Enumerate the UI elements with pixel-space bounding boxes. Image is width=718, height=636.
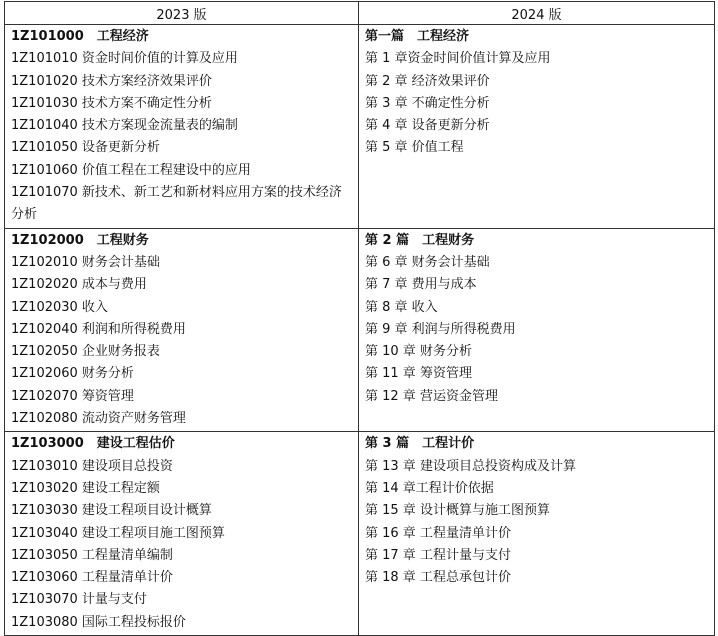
chapter-item: 第 18 章 工程总承包计价 [365,570,511,586]
cell-2024-section-1 [359,25,715,229]
chapter-item: 第 3 章 不确定性分析 [365,95,490,111]
chapter-item: 第 17 章 工程计量与支付 [365,547,511,563]
chapter-item: 1Z103030 建设工程项目设计概算 [11,503,212,519]
chapter-item: 1Z101030 技术方案不确定性分析 [11,95,212,111]
part-heading: 第 3 篇 工程计价 [365,436,475,452]
section-row-1 [5,25,715,229]
chapter-item: 第 1 章资金时间价值计算及应用 [365,51,551,67]
chapter-item: 第 4 章 设备更新分析 [365,118,490,134]
chapter-item: 1Z103020 建设工程定额 [11,480,160,496]
chapter-item: 第 8 章 收入 [365,299,438,315]
part-heading: 第一篇 工程经济 [365,29,470,44]
chapter-item: 第 13 章 建设项目总投资构成及计算 [365,458,576,474]
chapter-item: 1Z103010 建设项目总投资 [11,458,173,474]
cell-2023-section-3 [5,432,359,636]
chapter-item: 第 9 章 利润与所得税费用 [365,321,516,337]
cell-2023-section-2 [5,228,359,432]
chapter-item: 1Z102020 成本与费用 [11,277,147,293]
chapter-item: 第 7 章 费用与成本 [365,277,477,293]
part-heading: 1Z101000 工程经济 [11,29,149,44]
chapter-item: 1Z103080 国际工程投标报价 [11,614,186,630]
chapter-item: 第 12 章 营运资金管理 [365,388,498,404]
comparison-table [4,1,715,636]
chapter-item: 1Z102060 财务分析 [11,366,134,382]
chapter-item: 1Z101070 新技术、新工艺和新材料应用方案的技术经济分析 [11,185,342,223]
chapter-item: 1Z102040 利润和所得税费用 [11,321,186,337]
section-row-2 [5,228,715,432]
chapter-item: 1Z102080 流动资产财务管理 [11,411,186,427]
chapter-item: 第 16 章 工程量清单计价 [365,525,511,541]
cell-2024-section-3 [359,432,715,636]
chapter-item: 第 11 章 筹资管理 [365,366,472,382]
chapter-item: 1Z102030 收入 [11,299,108,315]
chapter-item: 1Z103040 建设工程项目施工图预算 [11,525,225,541]
part-heading: 第 2 篇 工程财务 [365,232,475,248]
chapter-item: 第 5 章 价值工程 [365,140,464,156]
chapter-item: 1Z101010 资金时间价值的计算及应用 [11,51,238,67]
header-2023: 2023 版 [5,2,359,25]
cell-2023-section-1 [5,25,359,229]
chapter-item: 第 10 章 财务分析 [365,344,472,360]
header-row [5,2,715,25]
part-heading: 1Z102000 工程财务 [11,232,149,248]
chapter-item: 1Z101050 设备更新分析 [11,140,160,156]
section-row-3 [5,432,715,636]
chapter-item: 1Z103050 工程量清单编制 [11,547,173,563]
chapter-item: 1Z101060 价值工程在工程建设中的应用 [11,162,251,178]
cell-2024-section-2 [359,228,715,432]
chapter-item: 1Z103060 工程量清单计价 [11,570,173,586]
chapter-item: 第 14 章工程计价依据 [365,480,494,496]
chapter-item: 1Z103070 计量与支付 [11,592,147,608]
chapter-item: 1Z102070 筹资管理 [11,388,134,404]
chapter-item: 1Z102050 企业财务报表 [11,344,160,360]
header-2024: 2024 版 [359,2,715,25]
chapter-item: 1Z101020 技术方案经济效果评价 [11,73,212,89]
chapter-item: 第 15 章 设计概算与施工图预算 [365,503,550,519]
chapter-item: 第 6 章 财务会计基础 [365,254,490,270]
chapter-item: 第 2 章 经济效果评价 [365,73,490,89]
chapter-item: 1Z102010 财务会计基础 [11,254,160,270]
part-heading: 1Z103000 建设工程估价 [11,436,175,452]
chapter-item: 1Z101040 技术方案现金流量表的编制 [11,118,238,134]
